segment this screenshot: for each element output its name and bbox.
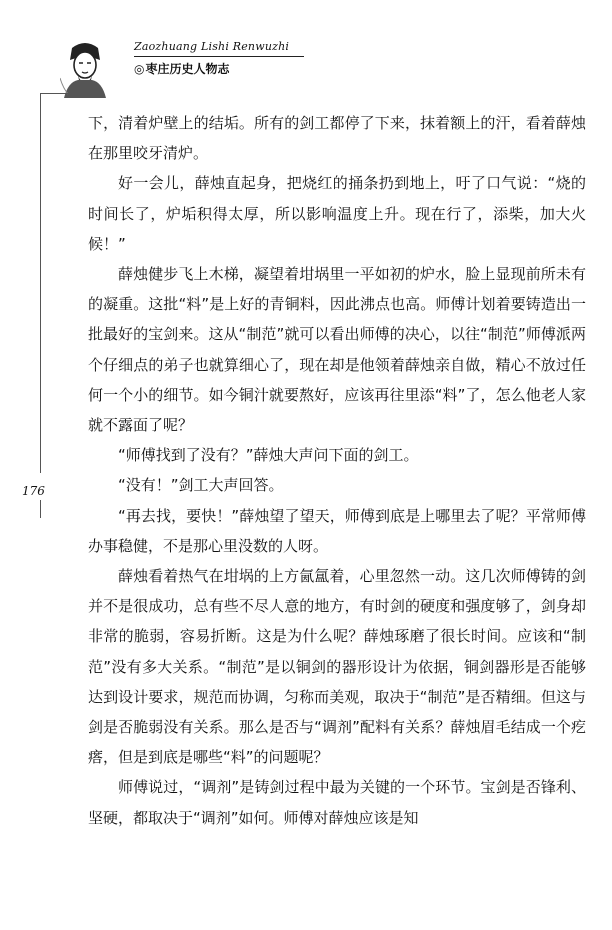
series-title-chinese <box>134 60 230 77</box>
paragraph: 薛烛看着热气在坩埚的上方氤氲着，心里忽然一动。这几次师傅铸的剑并不是很成功，总有些不尽人意的地方，有时剑的硬度和强度够了，剑身却非常的脆弱，容易折断。这是为什么呢？薛烛琢磨了很长时间。应该和“制范”没有多大关系。“制范”是以铜剑的器形设计为依据，铜剑器形是否能够达到设计要求，规范而协调，匀称而美观，取决于“制范”是否精细。但这与剑是否脆弱没有关系。那么是否与“调剂”配料有关系？薛烛眉毛结成一个疙瘩，但是到底是哪些“料”的问题呢？ <box>88 567 586 767</box>
margin-rule-lower <box>40 500 41 518</box>
author-portrait-icon <box>60 38 110 98</box>
paragraph: 下，清着炉壁上的结垢。所有的剑工都停了下来，抹着额上的汗，看着薛烛在那里咬牙清炉。 <box>88 114 586 163</box>
paragraph: “再去找，要快！”薛烛望了望天，师傅到底是上哪里去了呢？平常师傅办事稳健，不是那心里没数的人呀。 <box>88 506 586 555</box>
body-text <box>88 108 586 833</box>
margin-rule-hook <box>40 93 80 94</box>
series-title-chinese-text: 枣庄历史人物志 <box>145 62 230 76</box>
header-rule <box>134 56 304 57</box>
paragraph: 薛烛健步飞上木梯，凝望着坩埚里一平如初的炉水，脸上显现前所未有的凝重。这批“料”是上好的青铜料，因此沸点也高。师傅计划着要铸造出一批最好的宝剑来。这从“制范”就可以看出师傅的决心，以往“制范”师傅派两个仔细点的弟子也就算细心了，现在却是他领着薛烛亲自做，精心不放过任何一个小的细节。如今铜汁就要熬好，应该再往里添“料”了，怎么他老人家就不露面了呢？ <box>88 265 586 435</box>
paragraph: “师傅找到了没有？”薛烛大声问下面的剑工。 <box>118 446 419 465</box>
page-number: 176 <box>22 484 45 498</box>
paragraph: 好一会儿，薛烛直起身，把烧红的捅条扔到地上，吁了口气说：“烧的时间长了，炉垢积得太厚，所以影响温度上升。现在行了，添柴，加大火候！” <box>88 174 586 253</box>
running-header <box>54 36 290 100</box>
bullet-circle-icon: ◎ <box>134 62 145 76</box>
paragraph: 师傅说过，“调剂”是铸剑过程中最为关键的一个环节。宝剑是否锋利、坚硬，都取决于“调剂”如何。师傅对薛烛应该是知 <box>88 778 586 827</box>
margin-rule-upper <box>40 93 41 473</box>
series-title-pinyin: Zaozhuang Lishi Renwuzhi <box>134 40 290 53</box>
paragraph: “没有！”剑工大声回答。 <box>118 476 284 495</box>
